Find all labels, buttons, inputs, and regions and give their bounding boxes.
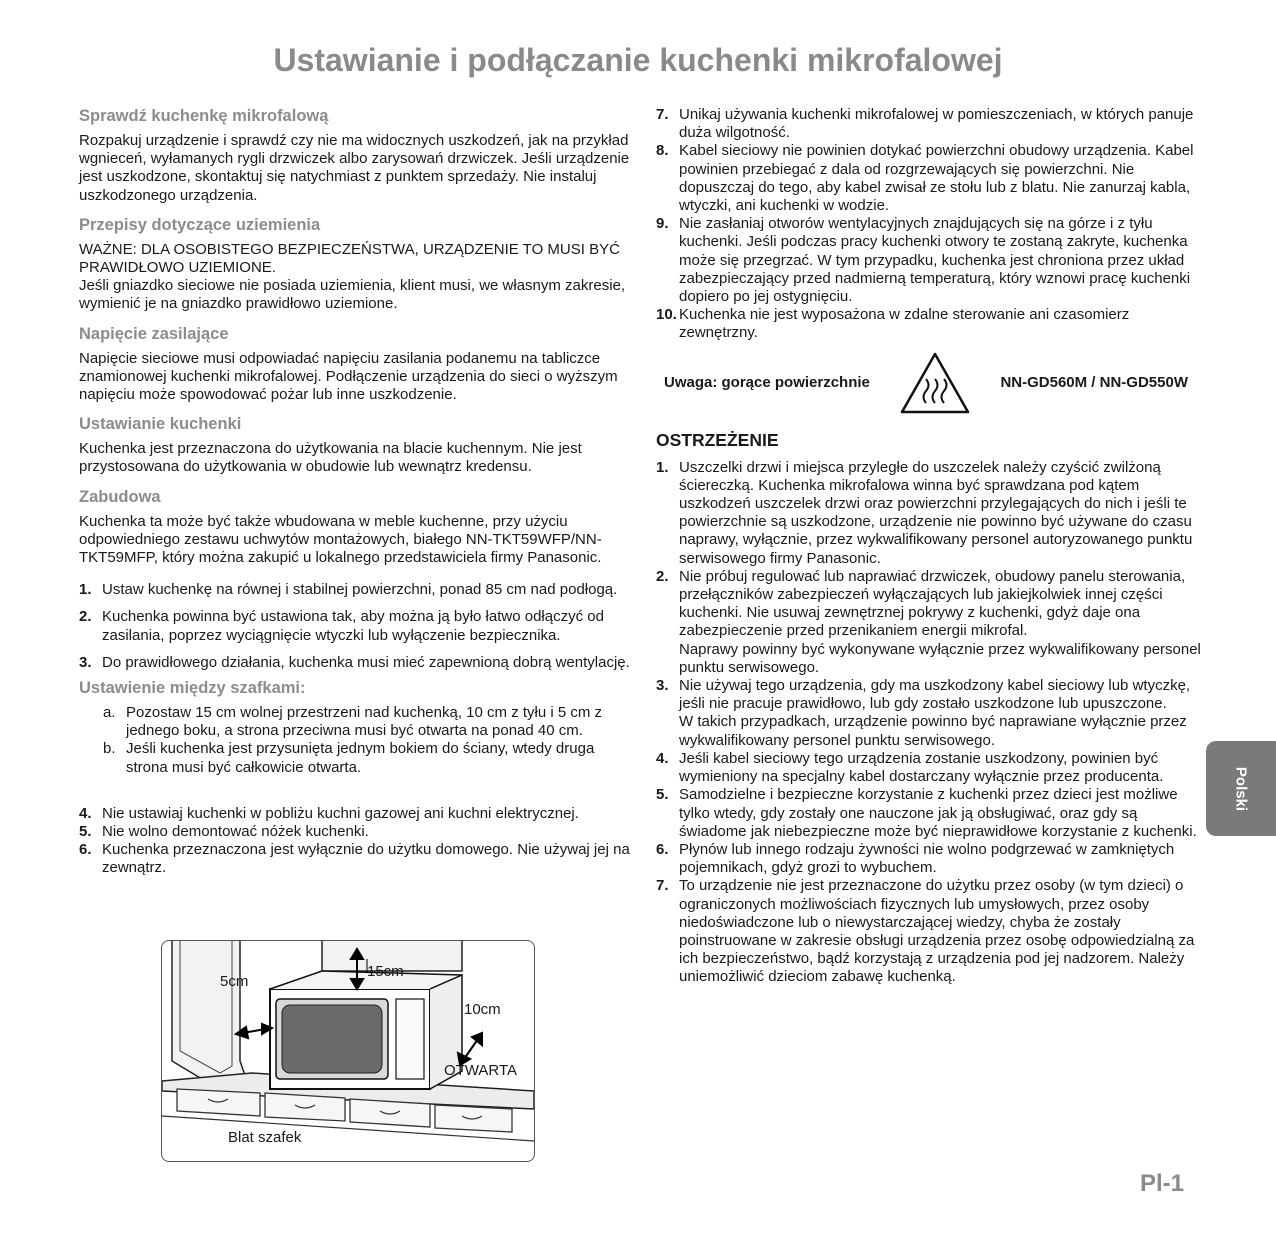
placement-list-right <box>656 106 1201 343</box>
right-column <box>656 106 1201 987</box>
language-tab[interactable] <box>1206 741 1276 836</box>
list-item: 5. Samodzielne i bezpieczne korzystanie z kuchenki przez dzieci jest możliwe tylko wtedy, gdy zostały one nauczone jak ją obsługiwać, oraz gdy są świadome jak niebezpieczne może być nieprawidłowe korzystanie z kuchenki. <box>656 786 1197 840</box>
clearance-diagram <box>161 940 535 1162</box>
list-item: 1. Uszczelki drzwi i miejsca przyległe do uszczelek należy czyścić zwilżoną ściereczką. Kuchenka mikrofalowa winna być sprawdzana pod kątem uszkodzeń uszczelek drzwi oraz powierzchni przylegających do nich i jeśli te powierzchnie są uszkodzone, urządzenie nie powinno być używane do czasu naprawy, wyłącznie, przez wykwalifikowany personel autoryzowanego punktu serwisowego firmy Panasonic. <box>656 458 1193 567</box>
cabinet-list <box>79 704 639 777</box>
text-check: Rozpakuj urządzenie i sprawdź czy nie ma widocznych uszkodzeń, jak na przykład wgnieceń, wyłamanych rygli drzwiczek albo zarysowań drzwiczek. Jeśli urządzenie jest uszkodzone, skontaktuj się natychmiast z punktem sprzedaży. Nie instaluj uszkodzonego urządzenia. <box>79 132 630 204</box>
text-voltage: Napięcie sieciowe musi odpowiadać napięciu zasilania podanemu na tabliczce znamionowej kuchenki mikrofalowej. Podłączenie urządzenia do sieci o wyższym napięciu może spowodować pożar lub inne uszkodzenie. <box>79 349 618 404</box>
list-item: 7. To urządzenie nie jest przeznaczone do użytku przez osoby (w tym dzieci) o ograniczonych możliwościach fizycznych lub umysłowych, przez osoby niedoświadczone lub o niewystarczającej wiedzy, chyba że zostały poinstruowane w zakresie obsługi urządzenia przez osobę odpowiedzialną za ich bezpieczeństwo, bądź korzystają z urządzenia pod jej nadzorem. Należy uniemożliwić dzieciom zabawę kuchenką. <box>656 877 1195 986</box>
list-item: 2. Nie próbuj regulować lub naprawiać drzwiczek, obudowy panelu sterowania, przełączników zabezpieczeń wyłączających lub jakiejkolwiek innej części kuchenki. Nie usuwaj zewnętrznej pokrywy z kuchenki, gdyż daje ona zabezpieczenie przed przenikaniem energii mikrofal. Naprawy powinny być wykonywane wyłącznie przez wykwalifikowany personel punktu serwisowego. <box>656 567 1201 676</box>
placement-list-continued <box>79 805 639 878</box>
list-item: 5. Nie wolno demontować nóżek kuchenki. <box>79 823 369 841</box>
text-grounding-important: WAŻNE: DLA OSOBISTEGO BEZPIECZEŃSTWA, URZĄDZENIE TO MUSI BYĆ PRAWIDŁOWO UZIEMIONE. <box>79 240 620 277</box>
list-item: b. Jeśli kuchenka jest przysunięta jednym bokiem do ściany, wtedy druga strona musi być całkowicie otwarta. <box>103 740 595 776</box>
left-column <box>79 106 639 878</box>
list-item: 8. Kabel sieciowy nie powinien dotykać powierzchni obudowy urządzenia. Kabel powinien przebiegać z dala od rozgrzewających się powierzchni. Nie dopuszczaj do tego, aby kabel zwisał ze stołu lub z blatu. Nie zanurzaj kabla, wtyczki, ani kuchenki w wodzie. <box>656 142 1194 215</box>
heading-built-in: Zabudowa <box>79 487 161 506</box>
list-item: 2. Kuchenka powinna być ustawiona tak, aby można ją było łatwo odłączyć od zasilania, poprzez wyciągnięcie wtyczki lub wyłączenie bezpiecznika. <box>79 608 604 644</box>
list-item: 6. Płynów lub innego rodzaju żywności nie wolno podgrzewać w zamkniętych pojemnikach, gdyż grozi to wybuchem. <box>656 840 1175 877</box>
list-item: a. Pozostaw 15 cm wolnej przestrzeni nad kuchenką, 10 cm z tyłu i 5 cm z jednego boku, a strona przeciwna musi być otwarta na ponad 40 cm. <box>103 704 603 740</box>
heading-voltage: Napięcie zasilające <box>79 324 229 343</box>
heading-grounding: Przepisy dotyczące uziemienia <box>79 215 321 234</box>
placement-list <box>79 581 639 672</box>
warning-title: OSTRZEŻENIE <box>656 429 779 450</box>
label-side-clearance: 5cm <box>220 973 249 990</box>
heading-between-cabinets: Ustawienie między szafkami: <box>79 679 306 698</box>
page-number: Pl-1 <box>1140 1170 1185 1197</box>
list-item: 9. Nie zasłaniaj otworów wentylacyjnych znajdujących się na górze i z tyłu kuchenki. Jeśli podczas pracy kuchenki otwory te zostaną zakryte, kuchenka może się przegrzać. W tym przypadku, kuchenka jest chroniona przez układ zabezpieczający przed nadmierną temperaturą, który wznowi pracę kuchenki dopiero po jej ostygnięciu. <box>656 215 1191 306</box>
text-built-in: Kuchenka ta może być także wbudowana w meble kuchenne, przy użyciu odpowiedniego zestawu uchwytów montażowych, białego NN-TKT59WFP/NN-TKT59MFP, który można zakupić u lokalnego przedstawiciela firmy Panasonic. <box>79 512 602 567</box>
diagram-drawing <box>162 941 534 1161</box>
warning-list <box>656 459 1201 987</box>
list-item: 3. Nie używaj tego urządzenia, gdy ma uszkodzony kabel sieciowy lub wtyczkę, jeśli nie pracuje prawidłowo, lub gdy zostało uszkodzone lub upuszczone. W takich przypadkach, urządzenie powinno być naprawiane wyłącznie przez wykwalifikowany personel punktu serwisowego. <box>656 677 1191 749</box>
list-item: 7. Unikaj używania kuchenki mikrofalowej w pomieszczeniach, w których panuje duża wilgotność. <box>656 106 1194 142</box>
label-top-clearance: 15cm <box>367 963 404 980</box>
list-item: 6. Kuchenka przeznaczona jest wyłącznie do użytku domowego. Nie używaj jej na zewnątrz. <box>79 841 630 877</box>
list-item: 4. Nie ustawiaj kuchenki w pobliżu kuchni gazowej ani kuchni elektrycznej. <box>79 804 579 822</box>
hot-surface-notice <box>656 351 1188 415</box>
hot-surface-icon <box>899 351 971 415</box>
label-rear-clearance: 10cm <box>464 1001 501 1018</box>
label-open-side: OTWARTA <box>444 1062 518 1079</box>
heading-check: Sprawdź kuchenkę mikrofalową <box>79 107 329 125</box>
text-placement: Kuchenka jest przeznaczona do użytkowania na blacie kuchennym. Nie jest przystosowana do użytkowania w obudowie lub wewnątrz kredensu. <box>79 440 582 476</box>
model-label: NN-GD560M / NN-GD550W <box>1000 373 1188 391</box>
list-item: 10. Kuchenka nie jest wyposażona w zdalne sterowanie ani czasomierz zewnętrzny. <box>656 306 1130 342</box>
list-item: 1. Ustaw kuchenkę na równej i stabilnej powierzchni, ponad 85 cm nad podłogą. <box>79 581 618 599</box>
heading-placement: Ustawianie kuchenki <box>79 415 242 434</box>
language-tab-label: Polski <box>1232 766 1250 811</box>
page-title: Ustawianie i podłączanie kuchenki mikrofalowej <box>273 42 1003 78</box>
list-item: 3. Do prawidłowego działania, kuchenka musi mieć zapewnioną dobrą wentylację. <box>79 653 630 671</box>
text-grounding: Jeśli gniazdko sieciowe nie posiada uziemienia, klient musi, we własnym zakresie, wymienić je na gniazdko prawidłowo uziemione. <box>79 277 626 313</box>
hot-surface-label: Uwaga: gorące powierzchnie <box>664 373 870 391</box>
list-item: 4. Jeśli kabel sieciowy tego urządzenia zostanie uszkodzony, powinien być wymieniony na specjalny kabel dostarczany wyłącznie przez producenta. <box>656 749 1164 786</box>
label-counter: Blat szafek <box>228 1129 302 1146</box>
